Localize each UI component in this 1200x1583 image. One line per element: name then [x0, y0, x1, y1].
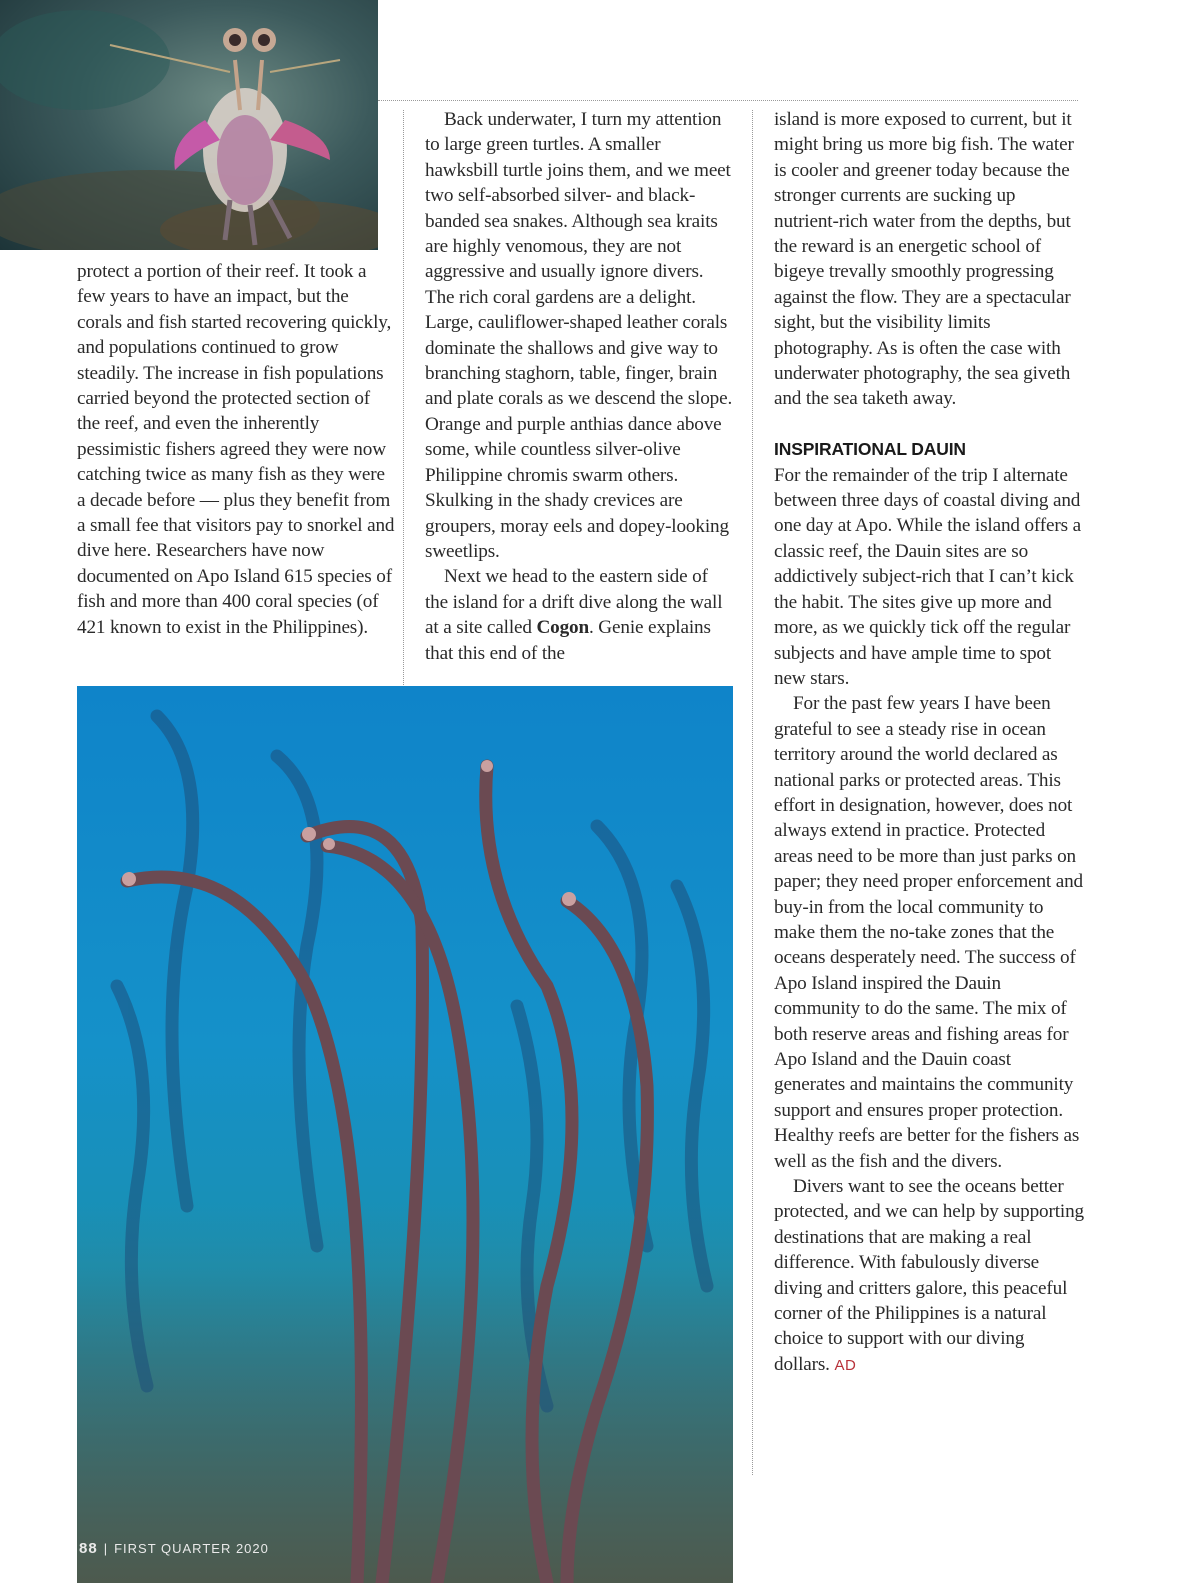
body-paragraph: [774, 1174, 1084, 1378]
text-run: Next we head to the eastern side of the island for a drift dive along the wall at a site called: [425, 566, 723, 639]
column-divider-right: [752, 110, 753, 1475]
page-footer: [79, 1540, 269, 1557]
garden-eels-photo: [77, 686, 733, 1583]
end-mark: AD: [834, 1356, 857, 1374]
issue-label: FIRST QUARTER 2020: [114, 1541, 269, 1556]
mantis-shrimp-photo: [0, 0, 378, 250]
body-paragraph: For the past few years I have been grateful to see a steady rise in ocean territory around the world declared as national parks or protected areas. This effort in designation, however, does not always extend in practice. Protected areas need to be more than just parks on paper; they need proper enforcement and buy-in from the local community to make them the no-take zones that the oceans desperately need. The success of Apo Island inspired the Dauin community to do the same. The mix of both reserve areas and fishing areas for Apo Island and the Dauin coast generates and maintains the community support and ensures proper protection. Healthy reefs are better for the fishers as well as the fish and the divers.: [774, 693, 1083, 1172]
section-heading: INSPIRATIONAL DAUIN: [774, 439, 966, 460]
article-column-3: [774, 107, 1084, 1378]
page-number: 88: [79, 1540, 98, 1557]
footer-separator: |: [103, 1541, 109, 1556]
column-divider-left: [403, 110, 404, 685]
text-run: Divers want to see the oceans better protected, and we can help by supporting destinations that are making a real difference. With fabulously diverse diving and critters galore, this peaceful corner of the Philippines is a natural choice to support with our diving dollars.: [774, 1176, 1084, 1375]
body-paragraph: Back underwater, I turn my attention to large green turtles. A smaller hawksbill turtle joins them, and we meet two self-absorbed silver- and black-banded sea snakes. Although sea kraits are highly venomous, they are not aggressive and usually ignore divers. The rich coral gardens are a delight. Large, cauliflower-shaped leather corals dominate the shallows and give way to branching staghorn, table, finger, brain and plate corals as we descend the slope. Orange and purple anthias dance above some, while countless silver-olive Philippine chromis swarm others. Skulking in the shady crevices are groupers, moray eels and dopey-looking sweetlips.: [425, 109, 733, 562]
body-paragraph: island is more exposed to current, but it might bring us more big fish. The water is cooler and greener today because the stronger currents are sucking up nutrient-rich water from the depths, but the reward is an energetic school of bigeye trevally smoothly progressing against the flow. They are a spectacular sight, but the visibility limits photography. As is often the case with underwater photography, the sea giveth and the sea taketh away.: [774, 109, 1074, 410]
site-name-cogon: Cogon: [536, 617, 590, 639]
article-column-2: [425, 107, 735, 666]
text-run: . Genie explains that this end of the: [425, 617, 711, 664]
article-column-1: [77, 259, 395, 640]
garden-eels-illustration: [77, 686, 733, 1583]
body-paragraph: [425, 564, 735, 666]
top-dotted-rule: [378, 100, 1078, 101]
mantis-shrimp-illustration: [0, 0, 378, 250]
body-paragraph: protect a portion of their reef. It took a few years to have an impact, but the corals and fish started recovering quickly, and populations continued to grow steadily. The increase in fish populations carried beyond the protected section of the reef, and even the inherently pessimistic fishers agreed they were now catching twice as many fish as they were a decade before — plus they benefit from a small fee that visitors pay to snorkel and dive here. Researchers have now documented on Apo Island 615 species of fish and more than 400 coral species (of 421 known to exist in the Philippines).: [77, 261, 395, 638]
body-paragraph: For the remainder of the trip I alternate between three days of coastal diving and one day at Apo. While the island offers a classic reef, the Dauin sites are so addictively subject-rich that I can’t kick the habit. The sites give up more and more, as we quickly tick off the regular subjects and have ample time to spot new stars.: [774, 464, 1081, 689]
